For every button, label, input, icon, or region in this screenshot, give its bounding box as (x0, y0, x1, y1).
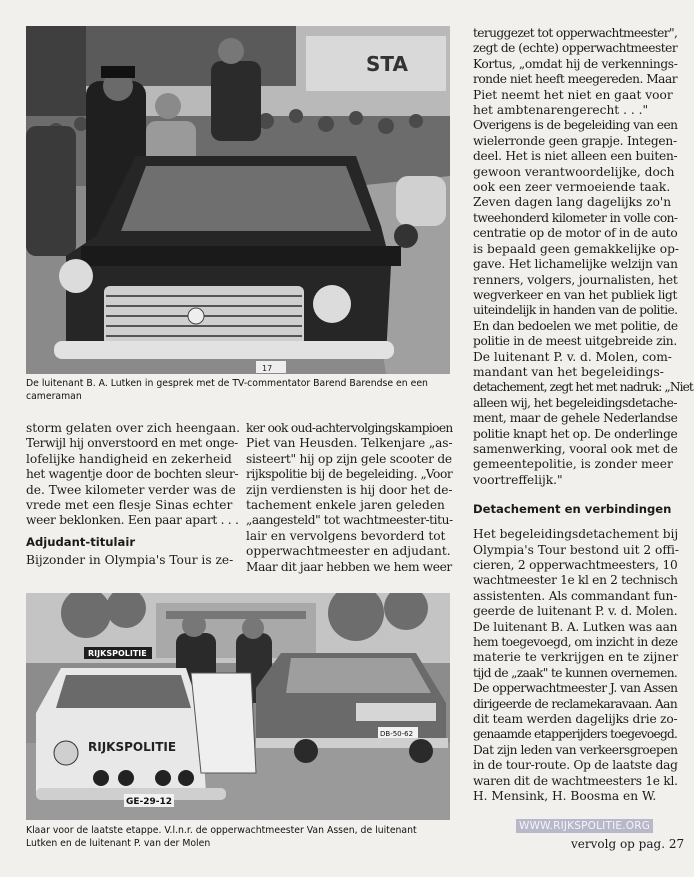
text-line: Maar dit jaar hebben we hem weer (246, 559, 452, 574)
text-line: het ambtenarengerecht . . ." (473, 103, 649, 118)
text-line: materie te verkrijgen en te zijner (473, 650, 679, 665)
text-line: politie knapt het op. De onderlinge (473, 426, 678, 441)
text-line: Zeven dagen lang dagelijks zo'n (473, 195, 672, 210)
text-line: H. Mensink, H. Boosma en W. (473, 789, 657, 804)
text-line: ook een zeer vermoeiende taak. (473, 180, 671, 195)
text-line: „aangesteld" tot wachtmeester-titu- (246, 513, 453, 528)
caption-line: De luitenant B. A. Lutken in gesprek met de TV-commentator Barend Barendse en een (26, 378, 428, 389)
text-line: Piet neemt het niet en gaat voor (473, 87, 673, 102)
text-line: dirigeerde de reclamekaravaan. Aan (473, 696, 678, 711)
hood-sign-text: RIJKSPOLITIE (88, 740, 177, 754)
photo-rijkspolitie-cars (26, 593, 450, 820)
text-line: samenwerking, vooral ook met de (473, 441, 678, 456)
text-line: waren dit de wachtmeesters 1e kl. (473, 773, 678, 788)
text-line: renners, volgers, journalisten, het (473, 272, 678, 287)
text-line: voortreffelijk." (473, 472, 563, 487)
text-line: dit team werden dagelijks drie zo- (473, 712, 678, 727)
text-line: detachement, zegt het met nadruk: „Niet (473, 380, 693, 395)
text-line: De luitenant B. A. Lutken was aan (473, 619, 678, 634)
text-line: storm gelaten over zich heengaan. (26, 421, 240, 435)
text-line: wegverkeer en van het publiek ligt (473, 287, 678, 302)
photo-bottom-caption (26, 824, 476, 850)
column-3 (473, 26, 693, 805)
text-line: Overigens is de begeleiding van een (473, 118, 678, 133)
text-line: sisteert" hij op zijn gele scooter de (246, 451, 452, 466)
svg-text:STA: STA (366, 52, 408, 76)
car-plate-text: 17 (262, 364, 273, 373)
plate-right-text: DB-50-62 (380, 730, 414, 738)
text-line: zegt de (echte) opperwachtmeester (473, 41, 678, 56)
text-line: Olympia's Tour bestond uit 2 offi- (473, 542, 680, 557)
text-line: En dan bedoelen we met politie, de (473, 318, 678, 333)
text-line: opperwachtmeester en adjudant. (246, 544, 451, 559)
text-line: ronde niet heeft meegereden. Maar (473, 72, 678, 87)
text-line: ment, maar de gehele Nederlandse (473, 411, 678, 426)
text-line: gemeentepolitie, is zonder meer (473, 457, 673, 472)
text-line: zijn verdiensten is hij door het de- (246, 482, 453, 497)
text-line: cieren, 2 opperwachtmeesters, 10 (473, 558, 678, 572)
text-line: uiteindelijk in handen van de politie. (473, 303, 678, 318)
text-line: teruggezet tot opperwachtmeester", (473, 26, 678, 40)
text-line: alleen wij, het begeleidingsdetache- (473, 395, 677, 410)
photo-illustration (26, 593, 450, 820)
website-watermark: WWW.RIJKSPOLITIE.ORG (516, 819, 653, 833)
text-line: tweehonderd kilometer in volle con- (473, 210, 678, 225)
photo-top-caption (26, 377, 456, 403)
caption-line: Lutken en de luitenant P. van der Molen (26, 838, 211, 849)
photo-police-car-interview (26, 26, 450, 374)
text-line: centratie op de motor of in de auto (473, 226, 678, 241)
roof-sign-text: RIJKSPOLITIE (88, 649, 147, 658)
text-line: De opperwachtmeester J. van Assen (473, 681, 678, 696)
heading-detachement-en-verbindingen: Detachement en verbindingen (473, 502, 672, 517)
column-1 (26, 421, 240, 568)
text-line: in de tour-route. Op de laatste dag (473, 758, 678, 773)
text-line: Bijzonder in Olympia's Tour is ze- (26, 552, 234, 567)
text-line: Het begeleidingsdetachement bij (473, 527, 679, 542)
text-line: geerde de luitenant P. v. d. Molen. (473, 604, 678, 619)
text-line: gave. Het lichamelijke welzijn van (473, 257, 678, 272)
text-line: genaamde etapperijders toegevoegd. (473, 727, 678, 742)
plate-left-text: GE-29-12 (126, 797, 173, 807)
text-line: De luitenant P. v. d. Molen, com- (473, 349, 672, 364)
text-line: Piet van Heusden. Telkenjare „as- (246, 436, 453, 451)
text-line: tachement enkele jaren geleden (246, 498, 445, 513)
text-line: wachtmeester 1e kl en 2 technisch (473, 573, 678, 588)
text-line: Dat zijn leden van verkeersgroepen (473, 742, 678, 757)
text-line: lair en vervolgens bevorderd tot (246, 528, 446, 543)
text-line: de. Twee kilometer verder was de (26, 482, 236, 497)
text-line: rijkspolitie bij de begeleiding. „Voor (246, 467, 453, 482)
text-line: Terwijl hij onverstoord en met onge- (26, 436, 238, 451)
text-line: assistenten. Als commandant fun- (473, 588, 678, 603)
text-line: mandant van het begeleidings- (473, 364, 664, 379)
heading-adjudant-titulair: Adjudant-titulair (26, 534, 136, 549)
text-line: ker ook oud-achtervolgingskampioen (246, 421, 453, 435)
text-line: vrede met een flesje Sinas echter (26, 498, 233, 513)
text-line: weer beklonken. Een paar apart . . . (26, 513, 239, 528)
text-line: het wagentje door de bochten sleur- (26, 467, 239, 482)
text-line: lofelijke handigheid en zekerheid (26, 451, 232, 466)
text-line: tijd de „zaak" te kunnen overnemen. (473, 665, 678, 680)
text-line: gewoon verantwoordelijke, doch (473, 164, 675, 179)
continued-on-page: vervolg op pag. 27 (571, 837, 685, 851)
text-line: deel. Het is niet alleen een buiten- (473, 149, 678, 164)
column-2 (246, 421, 454, 575)
caption-line: cameraman (26, 391, 82, 402)
text-line: Kortus, „omdat hij de verkennings- (473, 56, 678, 71)
text-line: wielerronde geen grapje. Integen- (473, 133, 677, 148)
text-line: politie in de meest uitgebreide zin. (473, 334, 677, 349)
photo-illustration (26, 26, 450, 374)
text-line: hem toegevoegd, om inzicht in deze (473, 635, 678, 650)
text-line: is bepaald geen gemakkelijke op- (473, 241, 680, 256)
caption-line: Klaar voor de laatste etappe. V.l.n.r. de opperwachtmeester Van Assen, de luitenant (26, 825, 417, 836)
